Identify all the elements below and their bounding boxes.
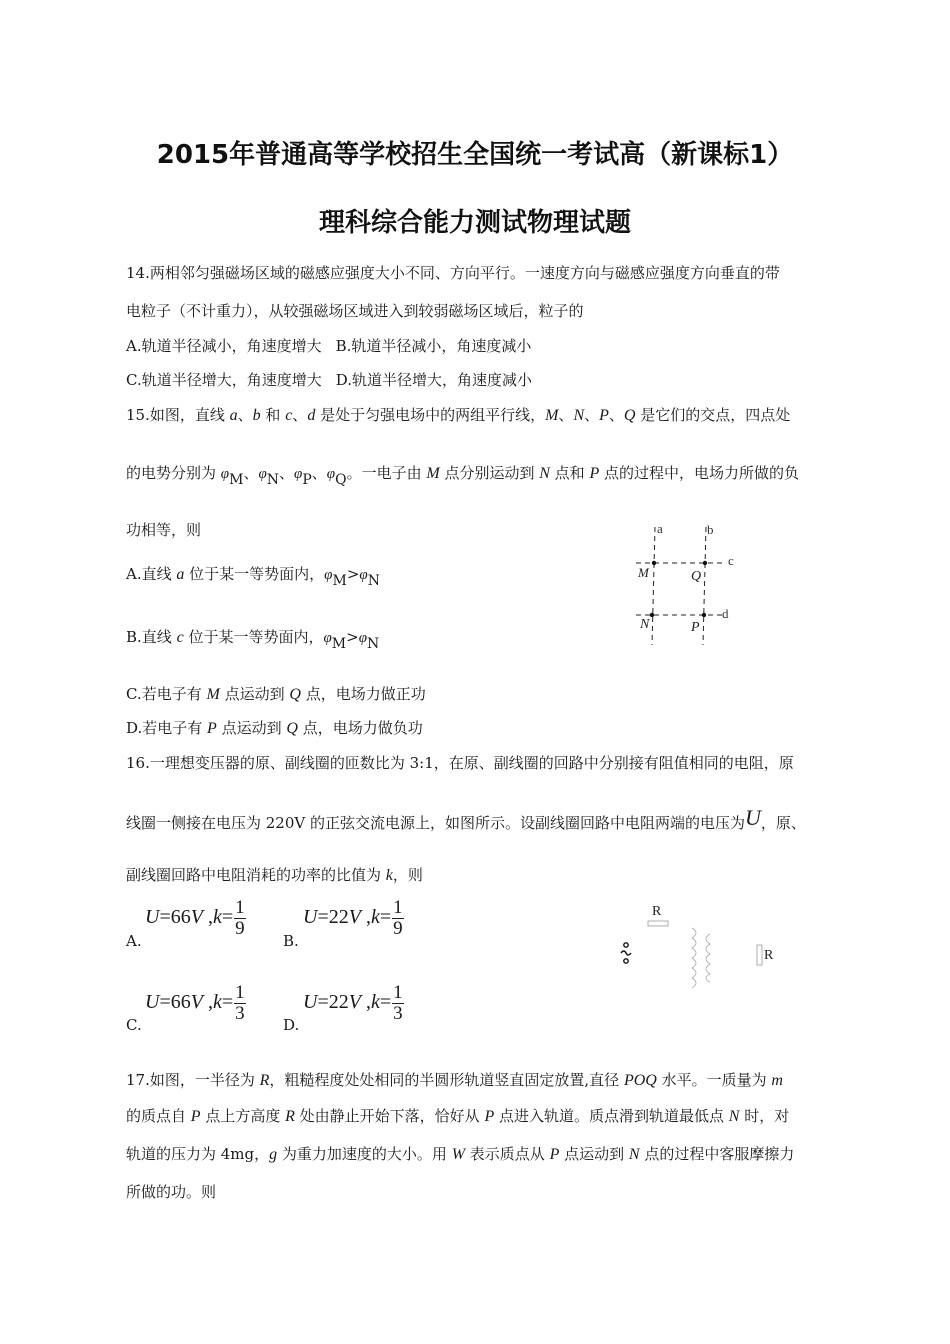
q16-option-a-formula [145, 898, 246, 939]
text: 副线圈回路中电阻消耗的功率的比值为 [126, 866, 386, 884]
q16-option-c-label: C. [126, 1016, 142, 1034]
q15-figure-grid [630, 515, 750, 650]
text: 点运动到 [559, 1145, 629, 1163]
secondary-coil [706, 934, 710, 982]
numerator: 1 [235, 897, 245, 918]
greater-than: > [346, 565, 360, 583]
var-r: R [285, 1108, 295, 1125]
text: 线圈一侧接在电压为 220V 的正弦交流电源上，如图所示。设副线圈回路中电阻两端的电压为 [126, 814, 746, 832]
text: 处由静止开始下落，恰好从 [294, 1107, 485, 1125]
text: 水平。一质量为 [656, 1071, 772, 1089]
label-q: Q [691, 569, 702, 584]
numerator: 1 [393, 897, 403, 918]
var-p: P [190, 1108, 201, 1125]
var-m: M [545, 407, 559, 424]
text: 。一电子由 [346, 464, 427, 482]
text: 位于某一等势面内， [184, 565, 325, 583]
greater-than: > [346, 628, 359, 646]
text: 是处于匀强电场中的两组平行线， [315, 406, 546, 424]
subscript-n: N [367, 573, 380, 589]
text: 点运动到 [216, 719, 287, 737]
q14-options-row-2 [126, 370, 532, 390]
subscript-n: N [367, 636, 380, 652]
var-k: k [370, 906, 380, 929]
line-b [703, 527, 706, 645]
text: 点和 [549, 464, 590, 482]
q14-option-c: C.轨道半径增大，角速度增大 [126, 371, 322, 389]
label-n: N [640, 617, 650, 632]
label-b: b [707, 522, 714, 537]
resistor-primary [648, 921, 668, 926]
q16-option-a-label: A. [126, 932, 142, 950]
text: 、 [279, 464, 295, 482]
title-line-2: 理科综合能力测试物理试题 [318, 208, 631, 238]
var-k: k [370, 991, 380, 1014]
numerator: 1 [235, 982, 245, 1003]
var-d: d [307, 407, 316, 424]
var-p: P [589, 465, 600, 482]
var-q: Q [623, 407, 636, 424]
text: 为重力加速度的大小。用 [277, 1145, 452, 1163]
var-k: k [212, 991, 222, 1014]
ac-source-icon [621, 943, 631, 963]
label-d: d [722, 606, 729, 621]
phi-symbol: φ [359, 567, 368, 583]
text: = [379, 991, 392, 1014]
q15-option-d [126, 718, 423, 739]
q14-stem-line-1: 14.两相邻匀强磁场区域的磁感应强度大小不同、方向平行。一速度方向与磁感应强度方向垂直的带 [126, 264, 780, 282]
text: , [202, 906, 213, 929]
text: 的质点自 [126, 1107, 191, 1125]
var-m: m [771, 1072, 783, 1089]
text: = [221, 906, 234, 929]
text: = [221, 991, 234, 1014]
phi-symbol: φ [220, 466, 230, 482]
label-p: P [691, 620, 700, 635]
q16-option-b-formula [303, 898, 404, 939]
q16-stem-line-2 [126, 805, 806, 833]
var-b: b [252, 407, 261, 424]
var-r: R [259, 1072, 270, 1089]
text: , [360, 906, 371, 929]
text: B.直线 [126, 628, 177, 646]
var-n: N [573, 407, 585, 424]
subscript-q: Q [335, 472, 347, 488]
label-resistor-secondary: R [764, 948, 774, 963]
var-n: N [728, 1108, 740, 1125]
text: =66 [159, 991, 191, 1014]
subscript-m: M [332, 573, 347, 589]
var-a: a [229, 407, 238, 424]
text: 点分别运动到 [439, 464, 540, 482]
title-line-1: 2015年普通高等学校招生全国统一考试高（新课标1） [156, 140, 794, 170]
q15-stem-line-1 [126, 405, 790, 426]
var-p: P [207, 720, 217, 737]
q16-stem-line-3 [126, 865, 423, 886]
q15-stem-line-3: 功相等，则 [126, 521, 202, 539]
text: , [360, 991, 371, 1014]
phi-symbol: φ [324, 567, 333, 583]
var-u: U [145, 991, 160, 1014]
var-k: k [212, 906, 222, 929]
var-m: M [206, 686, 220, 703]
q14-option-a: A.轨道半径减小，角速度增大 [126, 337, 322, 355]
unit-v: V [348, 906, 361, 929]
subscript-n: N [266, 472, 280, 488]
text: C.若电子有 [126, 685, 207, 703]
text: 表示质点从 [465, 1145, 550, 1163]
q17-stem-line-2 [126, 1106, 789, 1127]
var-u: U [303, 991, 318, 1014]
unit-v: V [190, 906, 203, 929]
var-c: c [176, 629, 184, 646]
q16-stem-line-1: 16.一理想变压器的原、副线圈的匝数比为 3:1，在原、副线圈的回路中分别接有阻值相同的电阻，原 [126, 754, 794, 772]
denominator: 9 [235, 918, 245, 939]
text: 15.如图，直线 [126, 406, 230, 424]
denominator: 3 [393, 1003, 403, 1024]
var-g: g [269, 1146, 278, 1163]
text: 点的过程中客服摩擦力 [639, 1145, 795, 1163]
var-n: N [628, 1146, 640, 1163]
phi-symbol: φ [358, 630, 367, 646]
text: 、 [292, 406, 308, 424]
resistor-secondary [757, 945, 762, 965]
text: 、 [584, 406, 600, 424]
text: 时，对 [739, 1107, 790, 1125]
var-u: U [145, 906, 160, 929]
q14-options-row-1 [126, 336, 531, 356]
var-q: Q [286, 720, 298, 737]
text: 点，电场力做负功 [297, 719, 423, 737]
text: =66 [159, 906, 191, 929]
text: 点上方高度 [200, 1107, 286, 1125]
var-m: M [426, 465, 440, 482]
q17-stem-line-3 [126, 1144, 794, 1165]
primary-coil [692, 928, 696, 988]
q17-stem-line-1 [126, 1070, 783, 1091]
label-c: c [728, 553, 734, 568]
var-p: P [484, 1108, 495, 1125]
numerator: 1 [393, 982, 403, 1003]
q16-option-d-label: D. [283, 1016, 300, 1034]
var-u: U [303, 906, 318, 929]
phi-symbol: φ [294, 466, 303, 482]
fraction [392, 983, 404, 1024]
unit-v: V [348, 991, 361, 1014]
text: 点，电场力做正功 [300, 685, 426, 703]
var-q: Q [289, 686, 301, 703]
text: 点进入轨道。质点滑到轨道最低点 [494, 1107, 729, 1125]
text: , [202, 991, 213, 1014]
subscript-p: P [302, 472, 312, 488]
text: = [379, 906, 392, 929]
text: D.若电子有 [126, 719, 208, 737]
var-w: W [451, 1146, 466, 1163]
fraction [234, 983, 246, 1024]
text: 位于某一等势面内， [183, 628, 324, 646]
text: 、 [243, 464, 259, 482]
q15-option-b [126, 627, 379, 654]
phi-symbol: φ [323, 630, 332, 646]
q17-stem-line-4: 所做的功。则 [126, 1183, 217, 1201]
text: ，原、 [760, 814, 806, 832]
phi-symbol: φ [258, 466, 267, 482]
text: 、 [608, 406, 624, 424]
var-p: P [599, 407, 609, 424]
q16-option-b-label: B. [283, 932, 299, 950]
text: 轨道的压力为 4mg， [126, 1145, 270, 1163]
text: 、 [558, 406, 574, 424]
denominator: 9 [393, 918, 403, 939]
text: 、 [237, 406, 253, 424]
text: =22 [317, 906, 349, 929]
text: ，粗糙程度处处相同的半圆形轨道竖直固定放置,直径 [269, 1071, 624, 1089]
text: =22 [317, 991, 349, 1014]
var-n: N [539, 465, 550, 482]
q16-figure-transformer [610, 900, 790, 1000]
text: 、 [311, 464, 327, 482]
text: 点运动到 [219, 685, 290, 703]
q14-stem-line-2: 电粒子（不计重力），从较强磁场区域进入到较弱磁场区域后，粒子的 [126, 302, 584, 320]
label-resistor-primary: R [652, 904, 662, 919]
text: 点的过程中，电场力所做的负 [599, 464, 800, 482]
var-p: P [549, 1146, 560, 1163]
point-n [650, 613, 654, 617]
point-m [652, 561, 656, 565]
text: ，则 [392, 866, 423, 884]
fraction [234, 898, 246, 939]
point-q [703, 561, 707, 565]
text: 的电势分别为 [126, 464, 221, 482]
q15-option-c [126, 684, 426, 705]
var-c: c [285, 407, 293, 424]
text: A.直线 [126, 565, 177, 583]
q15-stem-line-2 [126, 463, 799, 490]
q16-option-c-formula [145, 983, 246, 1024]
denominator: 3 [235, 1003, 245, 1024]
text: 是它们的交点，四点处 [635, 406, 791, 424]
q15-option-a [126, 564, 380, 591]
phi-symbol: φ [326, 466, 336, 482]
var-k: k [385, 867, 393, 884]
subscript-m: M [331, 636, 347, 652]
text: 17.如图，一半径为 [126, 1071, 260, 1089]
q16-option-d-formula [303, 983, 404, 1024]
subscript-m: M [229, 472, 244, 488]
fraction [392, 898, 404, 939]
q14-option-d: D.轨道半径增大，角速度减小 [335, 371, 532, 389]
label-a: a [657, 521, 663, 536]
point-p [702, 613, 706, 617]
q14-option-b: B.轨道半径减小，角速度减小 [335, 337, 532, 355]
line-a [652, 527, 655, 645]
unit-v: V [190, 991, 203, 1014]
var-poq: POQ [623, 1072, 657, 1089]
var-a: a [176, 566, 185, 583]
text: 和 [260, 406, 286, 424]
var-u: U [745, 805, 761, 830]
label-m: M [638, 565, 649, 580]
